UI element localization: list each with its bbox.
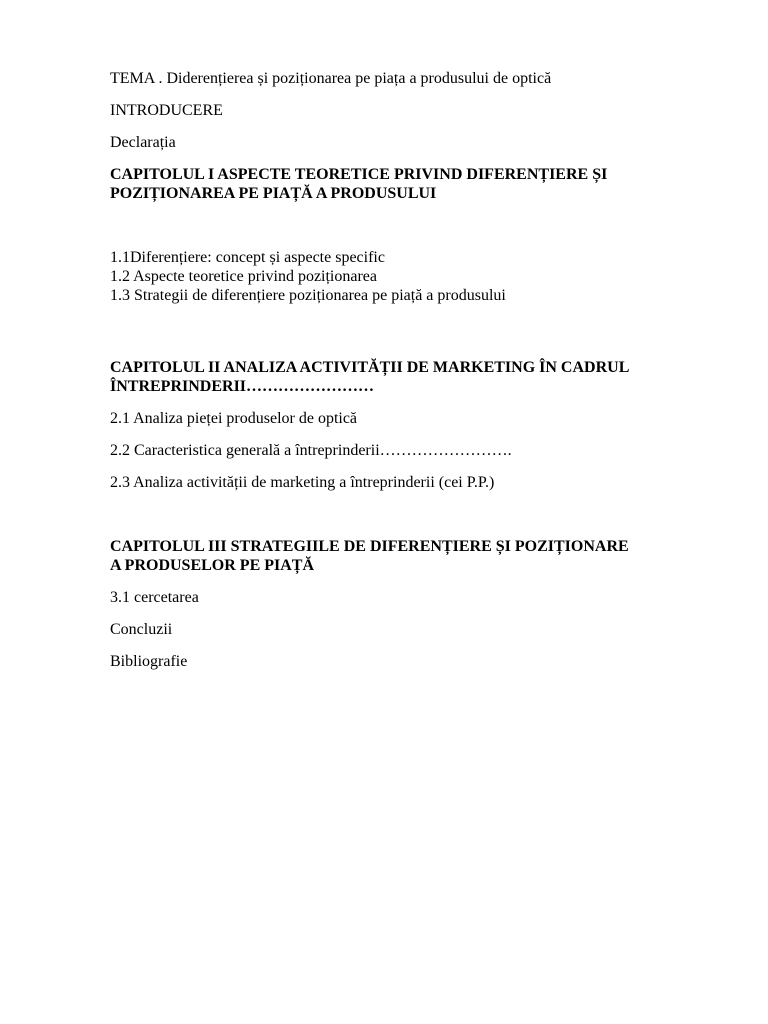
chapter3-item: 3.1 cercetarea [110,589,199,606]
chapter2-item: 2.3 Analiza activității de marketing a întreprinderii (cei P.P.) [110,474,495,491]
introduction-entry: INTRODUCERE [110,102,223,119]
document-title: TEMA . Diderențierea și poziționarea pe piața a produsului de optică [110,70,552,87]
chapter1-item: 1.2 Aspecte teoretice privind poziționarea [110,268,378,285]
chapter3-heading-line2: A PRODUSELOR PE PIAȚĂ [110,557,315,574]
chapter3-heading-line1: CAPITOLUL III STRATEGIILE DE DIFERENȚIERE ȘI POZIȚIONARE [110,538,629,555]
chapter2-heading-line1: CAPITOLUL II ANALIZA ACTIVITĂȚII DE MARKETING ÎN CADRUL [110,359,630,376]
conclusions-entry: Concluzii [110,621,173,638]
chapter2-item: 2.2 Caracteristica generală a întreprinderii……………………. [110,442,512,459]
bibliography-entry: Bibliografie [110,653,188,670]
chapter2-heading-line2: ÎNTREPRINDERII…………………… [110,378,375,395]
chapter1-heading-line2: POZIȚIONAREA PE PIAȚĂ A PRODUSULUI [110,185,437,202]
chapter1-item: 1.3 Strategii de diferențiere poziționarea pe piață a produsului [110,287,506,304]
chapter1-item: 1.1Diferențiere: concept și aspecte specific [110,249,385,266]
declaration-entry: Declarația [110,134,176,151]
chapter1-heading-line1: CAPITOLUL I ASPECTE TEORETICE PRIVIND DIFERENȚIERE ȘI [110,166,608,183]
chapter2-item: 2.1 Analiza pieței produselor de optică [110,410,358,427]
